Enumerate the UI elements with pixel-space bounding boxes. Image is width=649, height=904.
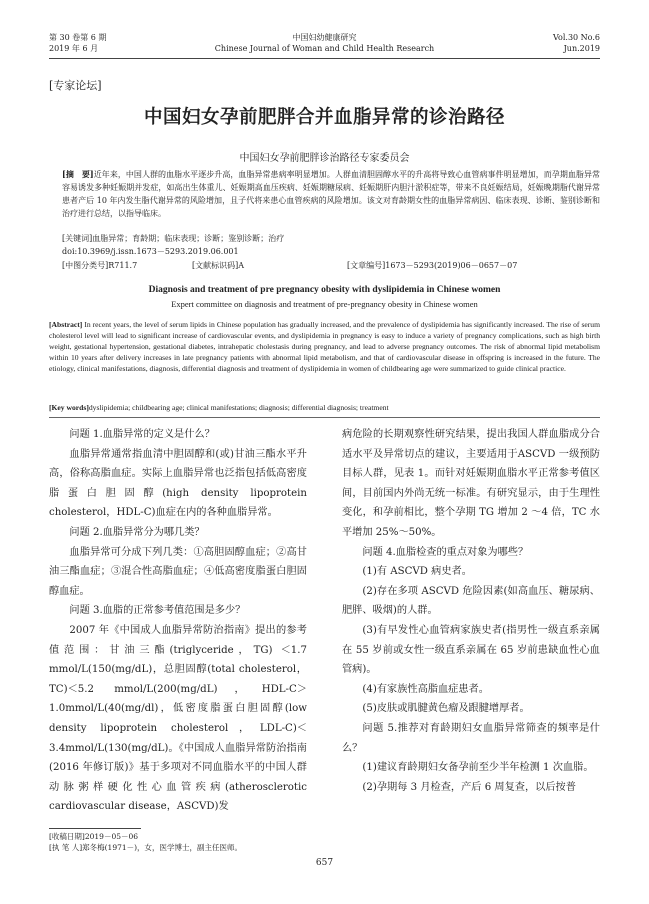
footnote-author: [执 笔 人]郑冬梅(1971－)，女，医学博士，副主任医师。 — [49, 843, 243, 852]
header-divider — [49, 58, 600, 59]
abstract-cn-text: 近年来，中国人群的血脂水平逐步升高，血脂异常患病率明显增加。人群血清胆固醇水平的升高将导致心血管病事件明显增加，而孕期血脂异常容易诱发多种妊娠期并发症，如高出生体重儿、妊娠期高血压疾病、妊娠期糖尿病、妊娠期肝内胆汁淤积症等，带来不良妊娠结局，妊娠晚期脂代谢异常患者产后 10 年内发生脂代谢异常的风险增加，且子代将来患心血管疾病的风险增加。该文对育龄期女性的血脂异常病因、临床表现、诊断、鉴别诊断和治疗进行总结，以指导临床。 — [62, 170, 600, 218]
classification-row — [62, 260, 517, 272]
keywords-en — [49, 403, 600, 414]
abstract-divider — [49, 417, 600, 418]
paragraph: (4)有家族性高脂血症患者。 — [362, 683, 489, 695]
journal-name-en: Chinese Journal of Woman and Child Health Research — [214, 44, 435, 53]
abstract-en-text: In recent years, the level of serum lipids in Chinese population has gradually increased, and the prevalence of dyslipidemia has significantly increased. The rise of serum cholesterol level will lead to significant increase of cardiovascular events, and dyslipidemia in pregnancy is easy to induce a variety of pregnancy complications, such as high birth weight, gestational hypertension, gestational diabetes, intrahepatic cholestasis during pregnancy, and lead to adverse pregnancy outcomes. The risk of abnormal lipid metabolism within 10 years after delivery increases in late pregnancy patients with abnormal lipid metabolism, and that of cardiovascular disease in offspring is increased in the future. The etiology, clinical manifestations, diagnosis, differential diagnosis and treatment of dyslipidemia in women of childbearing age were summarized to guide clinical practice. — [49, 320, 600, 373]
article-author: 中国妇女孕前肥胖诊治路径专家委员会 — [239, 153, 410, 164]
article-title: 中国妇女孕前肥胖合并血脂异常的诊治路径 — [143, 107, 505, 128]
paragraph: (1)建议育龄期妇女备孕前至少半年检测 1 次血脂。 — [362, 762, 594, 774]
journal-issue-en — [553, 32, 600, 54]
volume-issue-cn: 第 30 卷第 6 期 — [49, 33, 107, 42]
column-label: [专家论坛] — [49, 79, 102, 92]
paragraph: (1)有 ASCVD 病史者。 — [362, 566, 472, 578]
paragraph: 血脂异常通常指血清中胆固醇和(或)甘油三酯水平升高，俗称高脂血症。实际上血脂异常也泛指包括低高密度脂蛋白胆固醇(high density lipoprotein cholesterol，HDL-C)血症在内的各种血脂异常。 — [49, 448, 307, 519]
paragraph: 问题 2.血脂异常分为哪几类？ — [69, 526, 205, 538]
paragraph: 问题 5.推荐对育龄期妇女血脂异常筛查的频率是什么？ — [342, 722, 600, 754]
page-number: 657 — [315, 858, 334, 868]
volume-issue-en: Vol.30 No.6 — [553, 33, 600, 42]
paragraph: (3)有早发性心血管病家族史者(指男性一级直系亲属在 55 岁前或女性一级直系亲属在 65 岁前患缺血性心血管病)。 — [342, 624, 600, 676]
date-en: Jun.2019 — [563, 44, 600, 53]
body-column-left — [49, 425, 307, 817]
paragraph: 问题 3.血脂的正常参考值范围是多少？ — [69, 605, 246, 617]
english-title: Diagnosis and treatment of pre pregnancy obesity with dyslipidemia in Chinese women — [148, 285, 501, 295]
keywords-cn: [关键词]血脂异常；育龄期；临床表现；诊断；鉴别诊断；治疗 — [62, 234, 285, 243]
paragraph: (2)孕期每 3 月检查，产后 6 周复查，以后按普 — [362, 781, 576, 793]
keywords-en-text: dyslipidemia; childbearing age; clinical manifestations; diagnosis; differential diagnosis; treatment — [88, 403, 389, 412]
abstract-cn-label: [摘 要] — [62, 169, 94, 179]
journal-name-cn: 中国妇幼健康研究 — [292, 33, 357, 42]
footnote-received: [收稿日期]2019－05－06 — [49, 832, 139, 841]
abstract-en-label: [Abstract] — [49, 320, 83, 329]
keywords-en-label: [Key words] — [49, 403, 89, 412]
article-id: [文章编号]1673－5293(2019)06－0657－07 — [347, 261, 518, 270]
doi: doi:10.3969/j.issn.1673－5293.2019.06.001 — [62, 247, 239, 256]
paragraph: (5)皮肤或肌腱黄色瘤及跟腱增厚者。 — [362, 703, 530, 715]
paragraph: 病危险的长期观察性研究结果，提出我国人群血脂成分合适水平及异常切点的建议，主要适用于ASCVD 一级预防目标人群，见表 1。而针对妊娠期血脂水平正常参考值区间，目前国内外尚无统一标准。有研究显示，由于生理性变化，和孕前相比，整个孕期 TG 增加 2 ～4 倍，TC 水平增加 25%～50%。 — [342, 429, 600, 538]
paragraph: (2)存在多项 ASCVD 危险因素(如高血压、糖尿病、肥胖、吸烟)的人群。 — [342, 585, 600, 617]
journal-name — [49, 32, 600, 54]
paragraph: 血脂异常可分成下列几类：①高胆固醇血症；②高甘油三酯血症；③混合性高脂血症；④低高密度脂蛋白胆固醇血症。 — [49, 546, 307, 597]
abstract-cn — [62, 168, 600, 220]
classification: [中图分类号]R711.7 — [62, 261, 138, 270]
footnote-divider — [49, 828, 141, 829]
paragraph: 问题 1.血脂异常的定义是什么？ — [69, 429, 215, 440]
body-column-right — [342, 425, 600, 797]
date-cn: 2019 年 6 月 — [49, 44, 99, 53]
english-author: Expert committee on diagnosis and treatment of pre-pregnancy obesity in Chinese women — [171, 299, 478, 309]
paragraph: 2007 年《中国成人血脂异常防治指南》提出的参考值范围：甘油三酯(triglyceride，TG) ＜1.7 mmol/L(150(mg/dL)，总胆固醇(total cholesterol，TC)＜5.2 mmol/L(200(mg/dL)，HDL-C＞1.0mmol/L(40(mg/dl)，低密度脂蛋白胆固醇(low density lipoprotein cholesterol，LDL-C)＜3.4mmol/L(130(mg/dL)。《中国成人血脂异常防治指南(2016 年修订版)》基于多项对不同血脂水平的中国人群动脉粥样硬化性心血管疾病(atherosclerotic cardiovascular disease，ASCVD)发 — [49, 624, 307, 813]
paragraph: 问题 4.血脂检查的重点对象为哪些？ — [362, 546, 529, 558]
abstract-en — [49, 320, 600, 375]
doc-code: [文献标识码]A — [192, 261, 245, 270]
